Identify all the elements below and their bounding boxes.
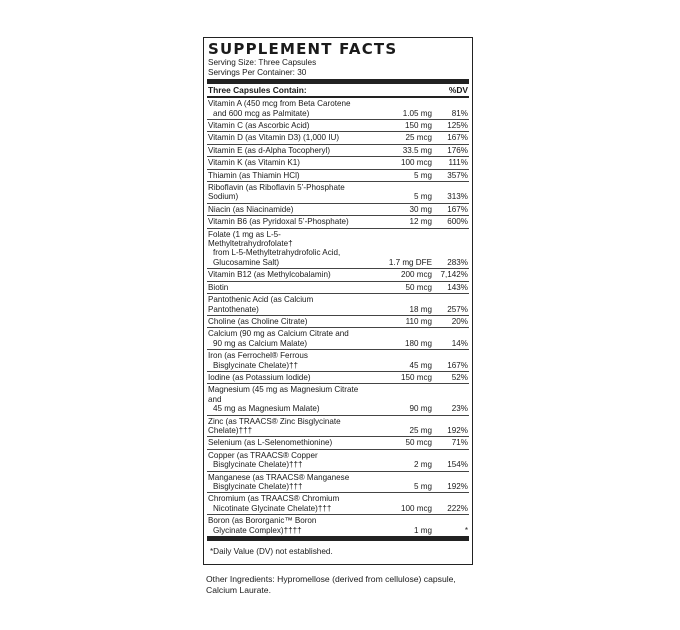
nutrient-name [208,146,360,155]
nutrient-name [208,158,360,167]
nutrient-amount: 25 mg [409,425,432,435]
nutrient-table [207,98,469,536]
daily-value-footnote: *Daily Value (DV) not established. [207,536,469,560]
nutrient-name-line: Riboflavin (as Riboflavin 5’-Phosphate Sodium) [208,183,345,202]
nutrient-amount: 5 mg [414,482,432,491]
nutrient-dv: 176% [447,145,468,155]
nutrient-name-line: Vitamin B6 (as Pyridoxal 5’-Phosphate) [208,217,349,227]
table-row [207,131,469,143]
nutrient-name [208,473,360,492]
nutrient-name-line: Vitamin E (as d-Alpha Tocopheryl) [208,145,331,155]
nutrient-name-line: Iron (as Ferrochel® Ferrous [208,351,308,361]
nutrient-dv: 23% [451,404,468,414]
nutrient-amount: 45 mg [409,360,432,370]
header-name: Three Capsules Contain: [208,85,307,96]
nutrient-name-line: and 600 mcg as Palmitate) [213,108,310,118]
nutrient-name [208,217,360,226]
nutrient-name-line: Magnesium (45 mg as Magnesium Citrate and [208,385,359,404]
nutrient-name [208,99,360,118]
nutrient-dv: 257% [447,304,468,314]
table-row [207,471,469,493]
nutrient-name-line: Boron (as Bororganic™ Boron [208,516,317,526]
nutrient-dv: 192% [447,425,468,435]
nutrient-name [208,516,360,535]
serving-size: Serving Size: Three Capsules [208,58,317,67]
nutrient-name [208,317,360,326]
nutrient-name-line: 45 mg as Magnesium Malate) [213,404,320,414]
nutrient-name-line: Zinc (as TRAACS® Zinc Bisglycinate Chelate)††† [208,416,341,435]
table-row [207,215,469,227]
nutrient-name-line: Folate (1 mg as L-5-Methyltetrahydrofolate† [208,229,293,249]
nutrient-amount: 1.05 mg [402,108,432,118]
nutrient-dv: 167% [447,204,468,214]
nutrient-name [208,133,360,142]
supplement-facts-panel [203,37,473,565]
table-row [207,228,469,269]
nutrient-amount: 30 mg [409,204,432,214]
nutrient-name-line: Manganese (as TRAACS® Manganese [208,472,350,482]
nutrient-name [208,270,360,279]
nutrient-name-line: Chromium (as TRAACS® Chromium [208,494,340,504]
nutrient-dv: 192% [447,482,468,491]
nutrient-name-line: Vitamin C (as Ascorbic Acid) [208,121,310,130]
nutrient-name-line: from L-5-Methyltetrahydrofolic Acid, [213,248,341,258]
nutrient-amount: 5 mg [414,170,432,180]
nutrient-name-line: 90 mg as Calcium Malate) [213,338,308,348]
nutrient-name [208,373,360,382]
panel-title: SUPPLEMENT FACTS [208,40,398,58]
nutrient-name-line: Vitamin K (as Vitamin K1) [208,158,300,168]
nutrient-name-line: Calcium (90 mg as Calcium Citrate and [208,329,349,339]
nutrient-amount: 180 mg [405,338,432,348]
nutrient-dv: 111% [448,158,468,168]
nutrient-name [208,205,360,214]
nutrient-dv: 167% [447,360,468,370]
table-row [207,327,469,349]
nutrient-amount: 200 mcg [400,270,432,280]
table-row [207,514,469,536]
nutrient-dv: 14% [451,338,468,348]
nutrient-amount: 100 mcg [400,158,432,168]
nutrient-amount: 50 mcg [405,438,432,448]
nutrient-name-line: Niacin (as Niacinamide) [208,204,294,214]
nutrient-dv: 600% [447,217,468,227]
nutrient-name [208,230,360,268]
nutrient-name-line: Bisglycinate Chelate)††† [213,482,303,491]
nutrient-dv: 143% [447,282,468,292]
nutrient-name [208,417,360,436]
table-row [207,449,469,471]
nutrient-dv: 52% [451,372,468,382]
table-row [207,436,469,448]
nutrient-dv: 167% [447,133,468,143]
nutrient-amount: 150 mcg [400,372,432,382]
table-row [207,169,469,181]
nutrient-dv: 81% [451,108,468,118]
table-row [207,281,469,293]
table-row [207,315,469,327]
nutrient-name-line: Thiamin (as Thiamin HCl) [208,170,300,180]
nutrient-name [208,295,360,314]
column-header [207,84,469,96]
nutrient-name-line: Vitamin B12 (as Methylcobalamin) [208,270,331,280]
nutrient-name [208,283,360,292]
nutrient-name [208,351,360,370]
table-row [207,371,469,383]
nutrient-amount: 50 mcg [405,282,432,292]
nutrient-name-line: Biotin [208,282,229,292]
table-row [207,268,469,280]
nutrient-name-line: Glucosamine Salt) [213,257,280,267]
nutrient-name [208,438,360,447]
nutrient-name [208,451,360,470]
nutrient-name-line: Pantothenic Acid (as Calcium Pantothenate) [208,295,314,314]
header-dv: %DV [448,85,468,96]
nutrient-amount: 5 mg [414,192,432,202]
nutrient-amount: 110 mg [405,316,432,326]
nutrient-name-line: Copper (as TRAACS® Copper [208,450,318,460]
nutrient-name [208,171,360,180]
nutrient-name [208,121,360,130]
nutrient-dv: 71% [451,438,468,448]
nutrient-dv: 20% [451,316,468,326]
nutrient-dv: 154% [447,460,468,470]
table-row [207,181,469,203]
nutrient-amount: 150 mg [405,121,432,130]
table-row [207,144,469,156]
table-row [207,203,469,215]
table-row [207,119,469,131]
nutrient-name [208,183,360,202]
nutrient-name-line: Choline (as Choline Citrate) [208,316,308,326]
table-row [207,98,469,119]
nutrient-dv: 357% [447,170,468,180]
servings-per-container: Servings Per Container: 30 [208,67,307,77]
nutrient-amount: 12 mg [409,217,432,227]
nutrient-name-line: Iodine (as Potassium Iodide) [208,372,311,382]
nutrient-amount: 25 mcg [405,133,432,143]
table-row [207,492,469,514]
nutrient-amount: 100 mcg [400,503,432,513]
nutrient-name-line: Bisglycinate Chelate)††† [213,460,303,470]
nutrient-name [208,494,360,513]
nutrient-amount: 90 mg [409,404,432,414]
nutrient-dv: 283% [447,257,468,267]
table-row [207,293,469,315]
table-row [207,349,469,371]
nutrient-amount: 2 mg [414,460,432,470]
nutrient-name-line: Glycinate Complex)†††† [213,525,302,535]
nutrient-dv: 222% [447,503,468,513]
nutrient-amount: 1 mg [414,525,432,535]
table-row [207,415,469,437]
nutrient-amount: 33.5 mg [402,145,432,155]
nutrient-name [208,385,360,413]
nutrient-dv: 125% [447,121,468,130]
nutrient-name-line: Vitamin D (as Vitamin D3) (1,000 IU) [208,133,340,143]
nutrient-dv: 313% [447,192,468,202]
nutrient-dv: * [464,525,468,535]
table-row [207,156,469,168]
nutrient-amount: 18 mg [409,304,432,314]
nutrient-name-line: Bisglycinate Chelate)†† [213,360,299,370]
table-row [207,383,469,414]
other-ingredients: Other Ingredients: Hypromellose (derived from cellulose) capsule, Calcium Laurate. [206,574,456,595]
nutrient-amount: 1.7 mg DFE [388,257,432,267]
nutrient-dv: 7,142% [440,270,468,280]
nutrient-name-line: Nicotinate Glycinate Chelate)††† [213,503,332,513]
nutrient-name-line: Vitamin A (450 mcg from Beta Carotene [208,99,351,109]
nutrient-name-line: Selenium (as L-Selenomethionine) [208,438,333,448]
nutrient-name [208,329,360,348]
